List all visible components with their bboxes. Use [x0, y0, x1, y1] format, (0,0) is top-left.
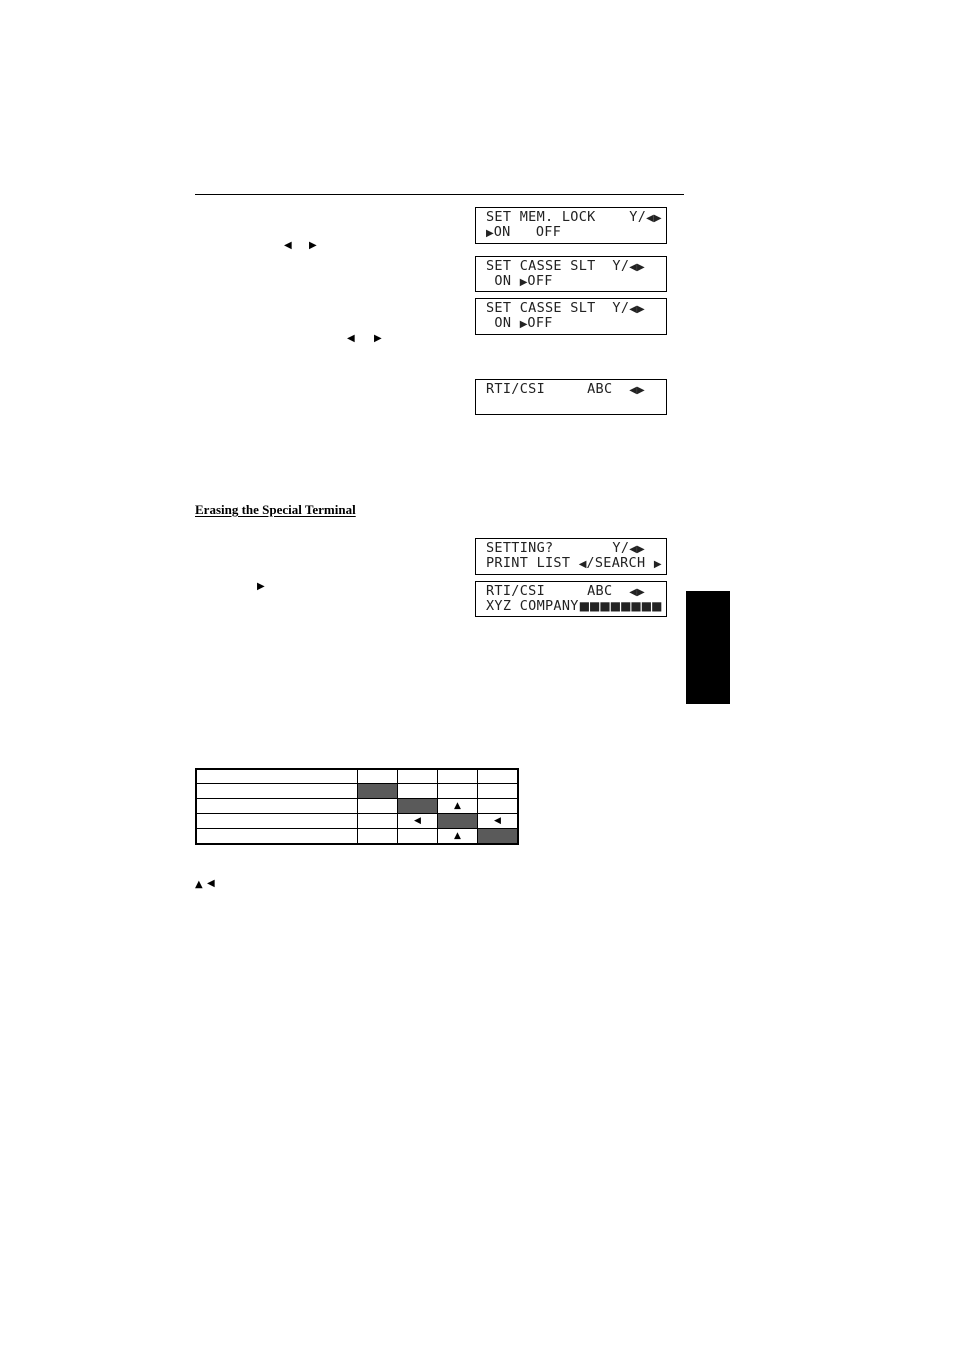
- lcd-line-1: SET CASSE SLT Y/◀▶: [486, 300, 645, 316]
- lcd-line-1: SET MEM. LOCK Y/◀▶: [486, 209, 662, 225]
- lcd-line-2: ON ▶OFF: [486, 273, 553, 289]
- lcd-line-1: RTI/CSI ABC ◀▶: [486, 583, 645, 599]
- table-cell: [358, 814, 398, 829]
- header-rule: [195, 194, 684, 195]
- lcd-panel-rti-csi: [475, 379, 667, 415]
- filled-cell: [398, 799, 438, 814]
- left-arrow-icon: ◀: [284, 240, 292, 251]
- section-heading: Erasing the Special Terminal: [195, 502, 356, 517]
- table-cell: [478, 769, 519, 784]
- lcd-panel-rti-csi-company: [475, 581, 667, 617]
- table-cell: [398, 769, 438, 784]
- lcd-panel-setting: [475, 538, 667, 575]
- up-arrow-icon: ▲: [195, 879, 203, 890]
- left-arrow-icon: ◀: [207, 878, 215, 889]
- filled-cell: [438, 814, 478, 829]
- lcd-line-2: ON ▶OFF: [486, 315, 553, 331]
- table-row: [196, 784, 518, 799]
- table-cell: [196, 784, 358, 799]
- left-arrow-icon: ◀: [398, 814, 438, 829]
- table-row: [196, 814, 518, 829]
- filled-cell: [358, 784, 398, 799]
- lcd-panel-casse-slt-2: [475, 298, 667, 335]
- table-row: [196, 829, 518, 845]
- lcd-panel-casse-slt: [475, 256, 667, 292]
- left-arrow-icon: ◀: [347, 333, 355, 344]
- table-cell: [478, 799, 519, 814]
- lcd-line-1: SETTING? Y/◀▶: [486, 540, 645, 556]
- lcd-line-2: PRINT LIST ◀/SEARCH ▶: [486, 555, 662, 571]
- table-cell: [358, 829, 398, 845]
- filled-cell: [478, 829, 519, 845]
- up-arrow-icon: ▲: [438, 799, 478, 814]
- lcd-line-2: XYZ COMPANY■■■■■■■■: [486, 598, 662, 614]
- table-row: [196, 769, 518, 784]
- table-cell: [196, 814, 358, 829]
- up-arrow-icon: ▲: [438, 829, 478, 845]
- right-arrow-icon: ▶: [257, 581, 265, 592]
- table-cell: [398, 829, 438, 845]
- left-arrow-icon: ◀: [478, 814, 519, 829]
- table-cell: [196, 799, 358, 814]
- table-cell: [438, 784, 478, 799]
- table-cell: [196, 829, 358, 845]
- lcd-line-2: ▶ON OFF: [486, 224, 562, 240]
- table-cell: [398, 784, 438, 799]
- table-cell: [438, 769, 478, 784]
- table-row: [196, 799, 518, 814]
- lcd-line-1: SET CASSE SLT Y/◀▶: [486, 258, 645, 274]
- right-arrow-icon: ▶: [374, 333, 382, 344]
- table-cell: [478, 784, 519, 799]
- chapter-tab: [686, 591, 730, 704]
- lcd-line-1: RTI/CSI ABC ◀▶: [486, 381, 645, 397]
- lcd-panel-mem-lock: [475, 207, 667, 244]
- table-cell: [358, 799, 398, 814]
- table-cell: [358, 769, 398, 784]
- right-arrow-icon: ▶: [309, 240, 317, 251]
- table-cell: [196, 769, 358, 784]
- priority-table: [195, 768, 519, 845]
